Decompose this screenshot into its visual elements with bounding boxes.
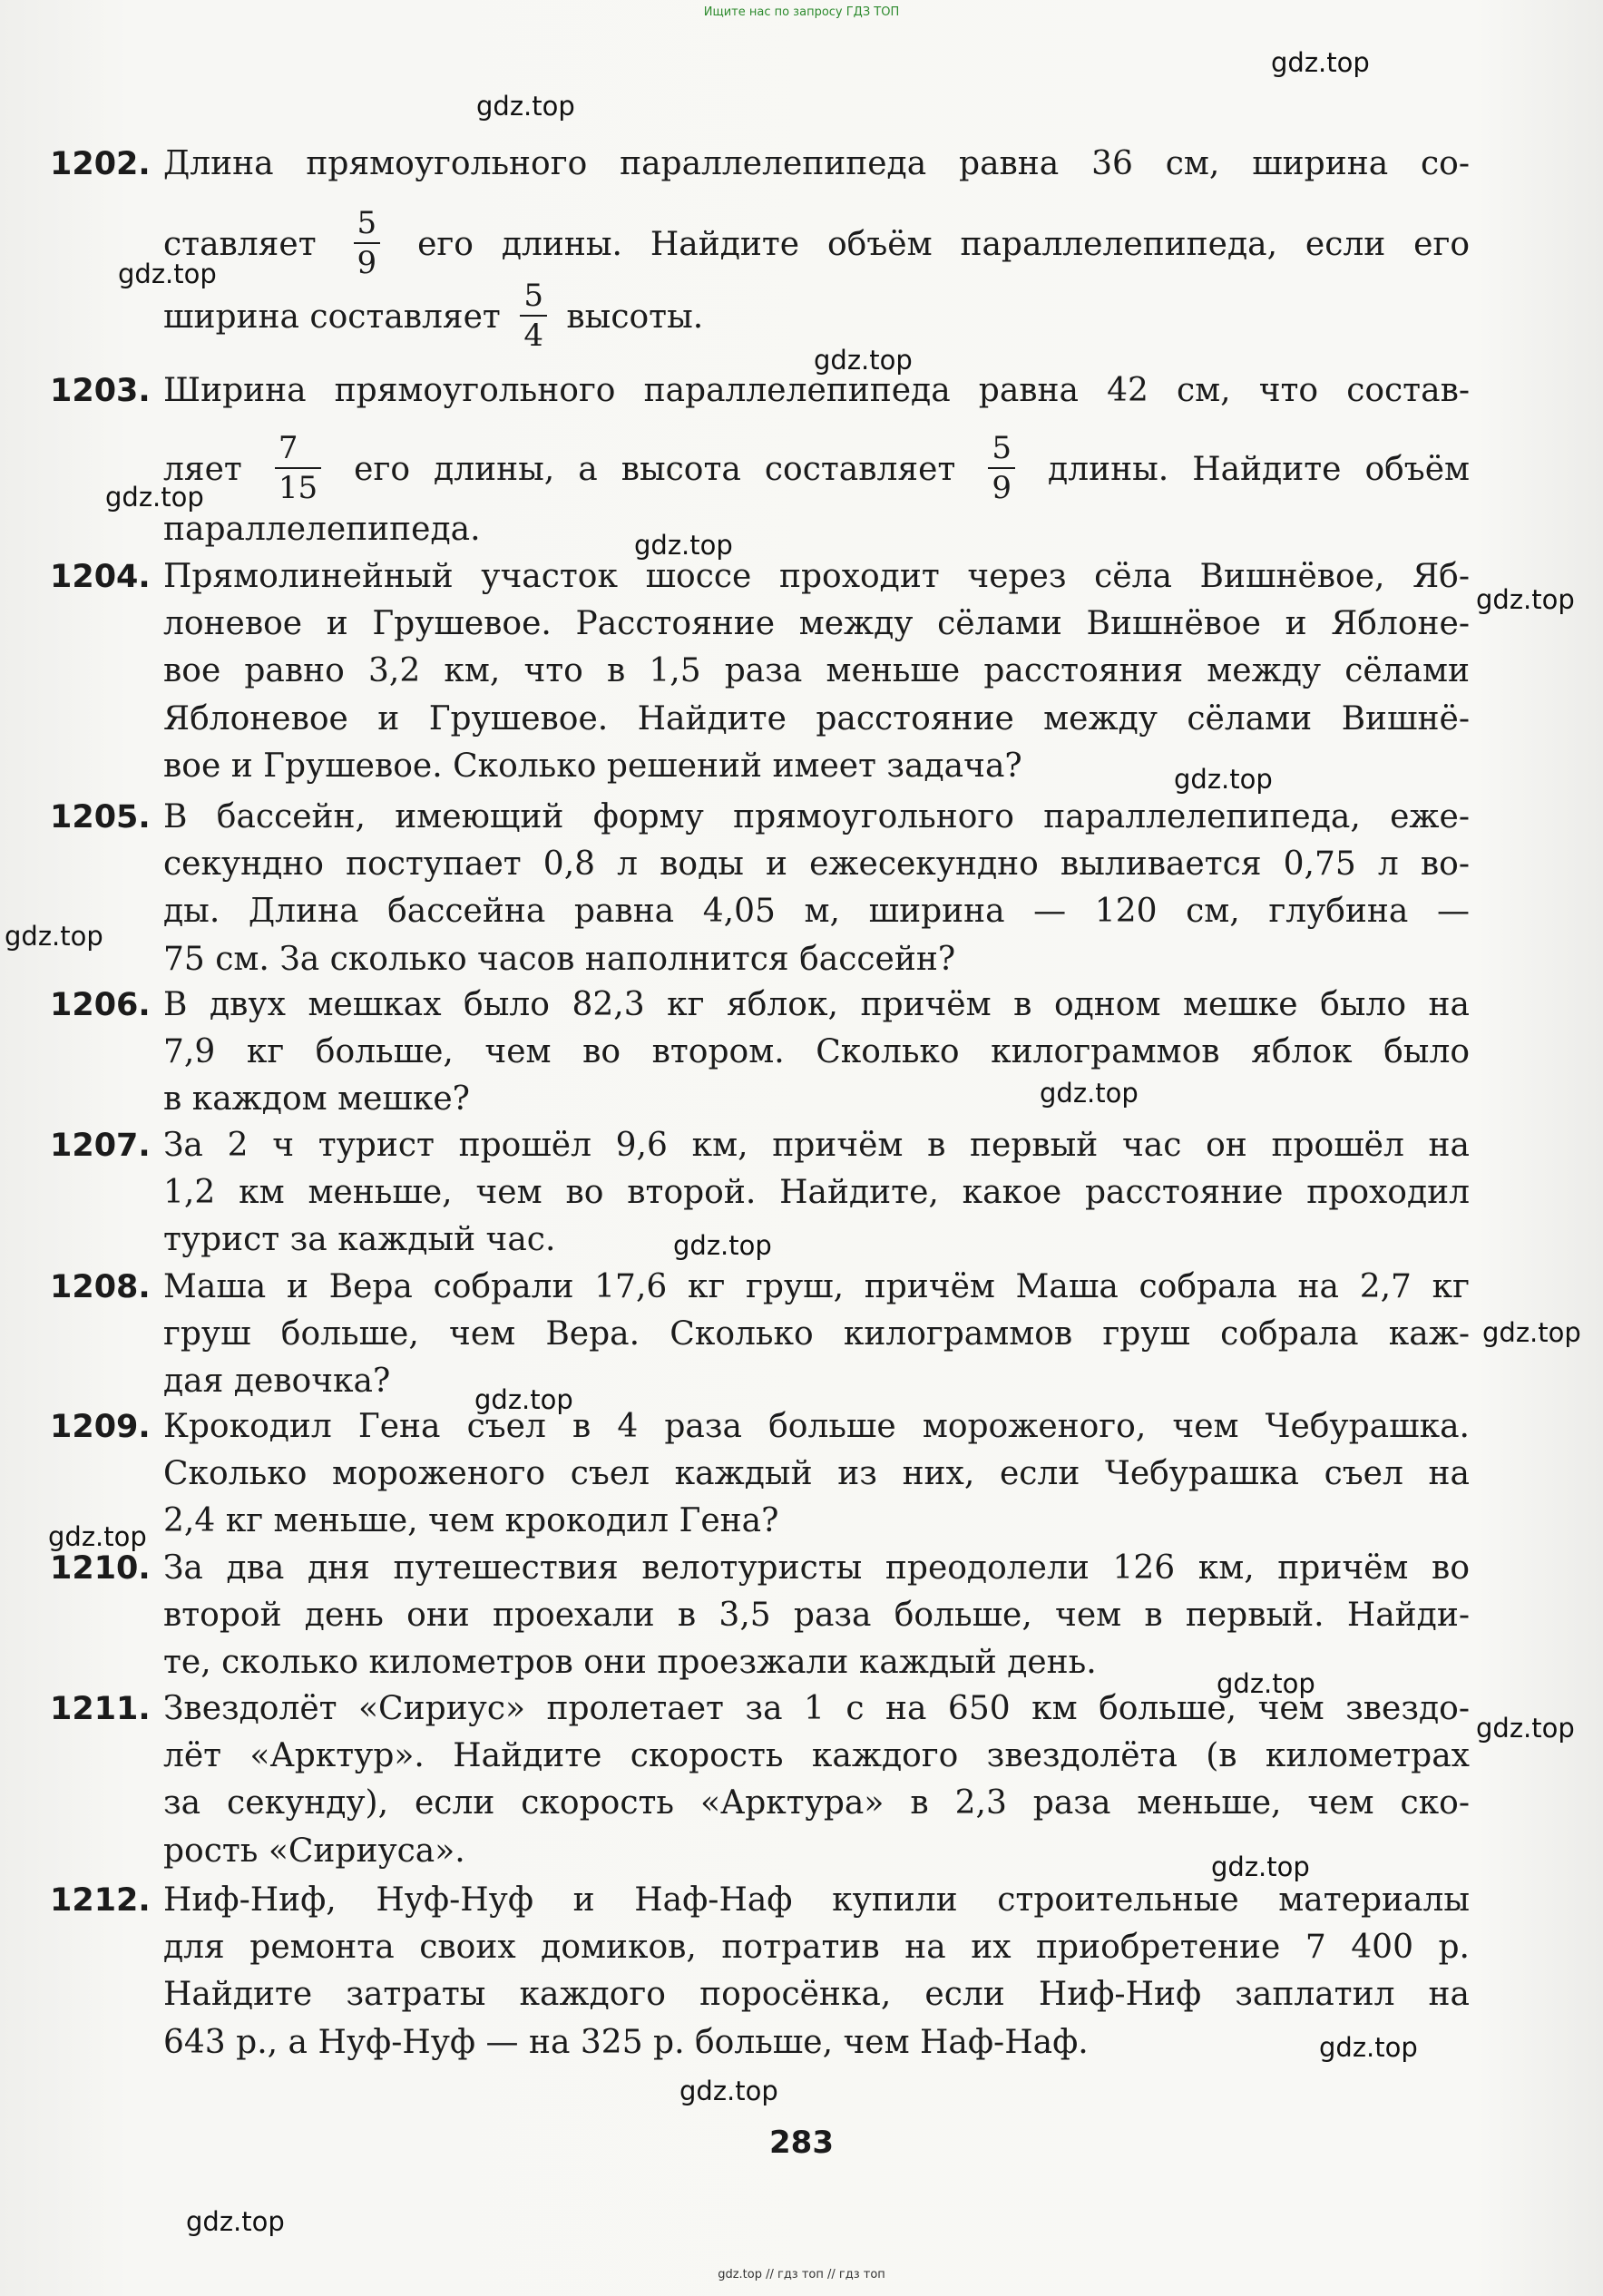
watermark: gdz.top [186,2206,285,2237]
problem-text-line [163,1122,1470,1169]
fraction-numerator: 5 [988,433,1015,469]
watermark: gdz.top [1174,764,1273,795]
watermark: gdz.top [105,482,204,513]
text-run: ширина составляет [163,298,501,336]
watermark: gdz.top [814,345,913,376]
problem-text-line [163,2019,1470,2066]
fraction-numerator: 5 [354,208,381,244]
page-number: 283 [769,2125,834,2161]
problem-text-line [163,601,1470,648]
problem-number: 1208. [50,1269,151,1305]
text-run: его длины. Найдите объём параллелепипеда, если его [417,226,1471,263]
problem-text-line [163,1311,1470,1358]
watermark: gdz.top [476,91,575,122]
problem-text-line [163,841,1470,888]
problem-text-line [163,936,1470,983]
text-run: 75 см. За сколько часов наполнится бассейн? [163,941,956,978]
text-run: Прямолинейный участок шоссе проходит через сёла Вишнёвое, Яб- [163,558,1470,595]
problem-text-line [163,1169,1470,1216]
watermark: gdz.top [1482,1317,1581,1348]
text-run: Ниф-Ниф, Нуф-Нуф и Наф-Наф купили строительные материалы [163,1881,1470,1919]
text-run: вое равно 3,2 км, что в 1,5 раза меньше расстояния между сёлами [163,652,1470,689]
text-run: в каждом мешке? [163,1080,470,1118]
text-run: 2,4 кг меньше, чем крокодил Гена? [163,1502,779,1539]
problem-text-line [163,553,1470,601]
problem-text-line [163,743,1470,790]
watermark: gdz.top [48,1521,147,1552]
text-run: его длины, а высота составляет [354,451,956,488]
text-run: Ширина прямоугольного параллелепипеда равна 42 см, что состав- [163,372,1470,409]
problem-number: 1204. [50,559,151,595]
watermark: gdz.top [679,2076,778,2106]
problem-number: 1206. [50,987,151,1023]
fraction-numerator: 5 [520,280,547,317]
text-run: дая девочка? [163,1363,391,1400]
text-run: вое и Грушевое. Сколько решений имеет задача? [163,747,1022,785]
problem-number: 1212. [50,1882,151,1919]
text-run: ляет [163,451,242,488]
text-run: за секунду), если скорость «Арктура» в 2,3 раза меньше, чем ско- [163,1784,1470,1822]
watermark: gdz.top [1217,1668,1315,1699]
watermark: gdz.top [1476,584,1575,615]
text-run: ды. Длина бассейна равна 4,05 м, ширина — 120 см, глубина — [163,893,1470,930]
text-run: Звездолёт «Сириус» пролетает за 1 с на 650 км больше, чем звездо- [163,1690,1470,1727]
text-run: В бассейн, имеющий форму прямоугольного параллелепипеда, еже- [163,798,1470,835]
watermark: gdz.top [474,1384,573,1415]
watermark: gdz.top [1271,47,1370,78]
problem-text-line [163,1733,1470,1780]
text-run: те, сколько километров они проезжали каждый день. [163,1644,1097,1681]
text-run: В двух мешках было 82,3 кг яблок, причём в одном мешке было на [163,986,1470,1023]
watermark: gdz.top [1040,1078,1139,1109]
problem-number: 1209. [50,1409,151,1445]
text-run: параллелепипеда. [163,511,481,548]
text-run: Яблоневое и Грушевое. Найдите расстояние между сёлами Вишнё- [163,700,1470,738]
problem-text-line [163,205,1471,282]
text-run: высоты. [566,298,704,336]
text-run: Найдите затраты каждого поросёнка, если Ниф-Ниф заплатил на [163,1976,1470,2013]
watermark: gdz.top [673,1230,772,1261]
fraction-numerator: 7 [275,433,321,469]
text-run: лоневое и Грушевое. Расстояние между сёлами Вишнёвое и Яблоне- [163,605,1470,642]
watermark: gdz.top [1476,1713,1575,1744]
problem-number: 1202. [50,146,151,182]
text-run: За 2 ч турист прошёл 9,6 км, причём в первый час он прошёл на [163,1127,1470,1164]
text-run: 7,9 кг больше, чем во втором. Сколько килограммов яблок было [163,1033,1470,1070]
fraction [354,205,381,281]
watermark: gdz.top [1211,1851,1310,1882]
watermark: gdz.top [634,530,733,561]
problem-text-line [163,888,1470,935]
fraction [275,430,321,506]
fraction [988,430,1015,506]
problem-text-line [163,141,1470,188]
problem-number: 1207. [50,1128,151,1164]
problem-number: 1210. [50,1550,151,1587]
text-run: длины. Найдите объём [1048,451,1471,488]
text-run: Крокодил Гена съел в 4 раза больше мороженого, чем Чебурашка. [163,1408,1470,1445]
problem-text-line [163,1451,1470,1498]
problem-text-line [163,1264,1470,1311]
text-run: второй день они проехали в 3,5 раза больше, чем в первый. Найди- [163,1597,1470,1634]
text-run: 1,2 км меньше, чем во второй. Найдите, какое расстояние проходил [163,1174,1470,1211]
problem-number: 1203. [50,373,151,409]
fraction-denominator: 4 [523,318,543,354]
problem-text-line [163,1971,1470,2018]
problem-text-line [163,1877,1470,1924]
problem-text-line [163,506,1470,553]
problem-text-line [163,794,1470,841]
problem-text-line [163,430,1471,507]
watermark: gdz.top [1319,2032,1418,2063]
text-run: груш больше, чем Вера. Сколько килограммов груш собрала каж- [163,1315,1470,1353]
watermark: gdz.top [5,921,103,952]
problem-number: 1211. [50,1691,151,1727]
problem-text-line [163,1498,1470,1545]
problem-text-line [163,1924,1470,1971]
problem-text-line [163,1545,1470,1592]
text-run: рость «Сириуса». [163,1832,465,1870]
problem-text-line [163,1780,1470,1827]
problem-text-line [163,1592,1470,1639]
text-run: ставляет [163,226,317,263]
problem-text-line [163,982,1470,1029]
footer-note: gdz.top // гдз топ // гдз топ [718,2268,885,2281]
watermark: gdz.top [118,259,217,289]
text-run: Маша и Вера собрали 17,6 кг груш, причём Маша собрала на 2,7 кг [163,1268,1470,1305]
text-run: лёт «Арктур». Найдите скорость каждого звездолёта (в километрах [163,1737,1470,1774]
text-run: секундно поступает 0,8 л воды и ежесекундно выливается 0,75 л во- [163,845,1470,883]
fraction-denominator: 9 [357,245,377,281]
text-run: За два дня путешествия велотуристы преодолели 126 км, причём во [163,1549,1470,1587]
fraction-denominator: 15 [278,470,318,506]
problem-text-line [163,1216,1470,1264]
text-run: для ремонта своих домиков, потратив на их приобретение 7 400 р. [163,1929,1470,1966]
problem-number: 1205. [50,799,151,835]
fraction [520,278,547,354]
text-run: 643 р., а Нуф-Нуф — на 325 р. больше, чем Наф-Наф. [163,2024,1089,2061]
problem-text-line [163,1029,1470,1076]
problem-text-line [163,1403,1470,1451]
problem-text-line [163,696,1470,743]
header-note[interactable]: Ищите нас по запросу ГДЗ ТОП [703,5,900,19]
problem-text-line [163,1076,1470,1123]
text-run: Сколько мороженого съел каждый из них, если Чебурашка съел на [163,1455,1470,1492]
problem-text-line [163,648,1470,695]
fraction-denominator: 9 [992,470,1012,506]
text-run: турист за каждый час. [163,1221,556,1258]
text-run: Длина прямоугольного параллелепипеда равна 36 см, ширина со- [163,145,1470,182]
problem-text-line [163,1358,1470,1405]
